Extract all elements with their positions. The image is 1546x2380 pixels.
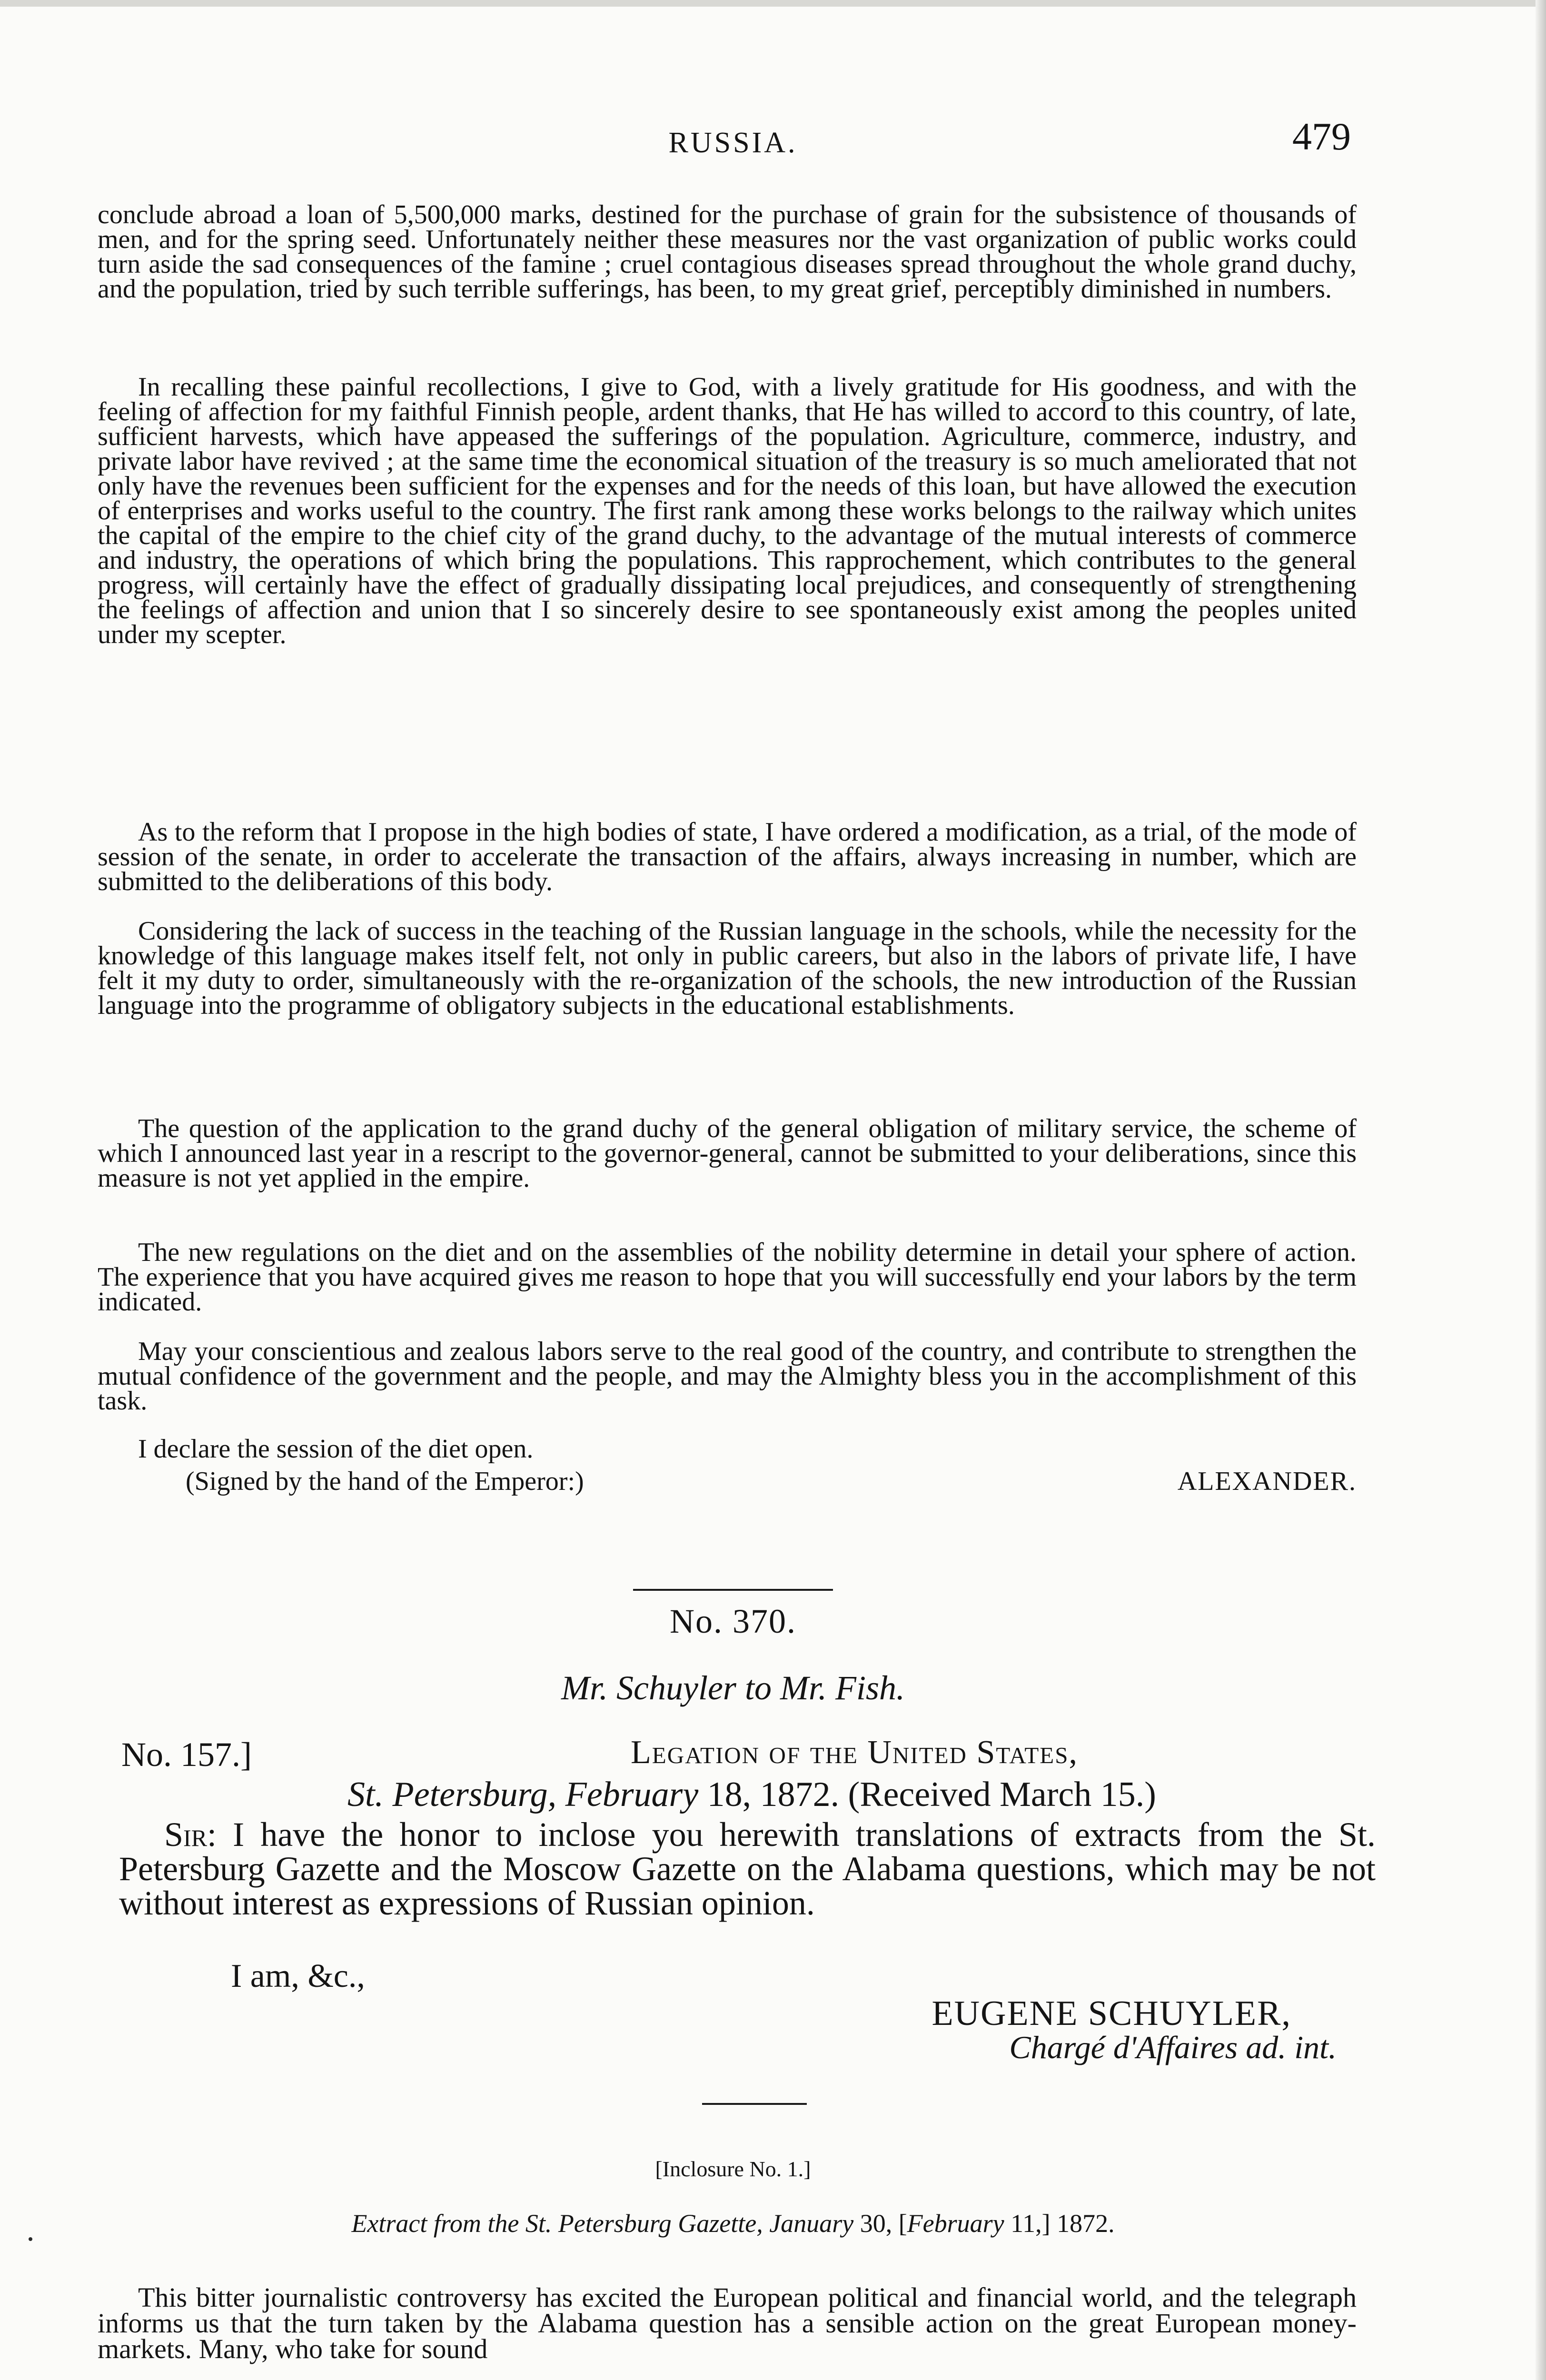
body-paragraph-8: I declare the session of the diet open. <box>138 1434 534 1464</box>
body-paragraph-4: Considering the lack of success in the teaching of the Russian language in the schools, while the necessity for the knowledge of this language makes itself felt, not only in public careers, but also in the labors of private life, I have felt it my duty to order, simultaneously with the re-organization of the schools, the new introduction of the Russian language into the programme of obligatory subjects in the educational establishments. <box>98 916 1357 1020</box>
extract-prefix: Extract from the St. Petersburg Gazette, January <box>351 2209 854 2238</box>
signature-row <box>98 1466 1357 1495</box>
letter-body <box>119 1817 1376 1920</box>
section-divider <box>702 2103 807 2105</box>
extract-paragraph: This bitter journalistic controversy has excited the European political and financial world, and the telegraph informs us that the turn taken by the Alabama question has a sensible action on the great European money-markets. Many, who take for sound <box>98 2282 1357 2364</box>
date-day-year: 18, 1872. <box>707 1775 840 1814</box>
scan-right-edge <box>1536 0 1546 2380</box>
body-paragraph-1: conclude abroad a loan of 5,500,000 marks, destined for the purchase of grain for the subsistence of thousands of men, and for the spring seed. Unfortunately neither these measures nor the vast organization of public works could turn aside the sad consequences of the famine ; cruel contagious diseases spread throughout the whole grand duchy, and the population, tried by such terrible sufferings, has been, to my great grief, perceptibly diminished in numbers. <box>98 200 1357 304</box>
dispatch-number: No. 157.] <box>121 1735 252 1774</box>
section-divider <box>633 1589 833 1591</box>
letter-closing: I am, &c., <box>231 1958 365 1994</box>
document-number: No. 370. <box>670 1602 796 1640</box>
running-title: RUSSIA. <box>668 127 798 159</box>
extract-rest: 11,] 1872. <box>1004 2209 1115 2238</box>
date-line <box>347 1775 1156 1815</box>
signer-name: EUGENE SCHUYLER, <box>932 1994 1291 2033</box>
scan-speck <box>29 2237 32 2241</box>
salutation: Sir <box>164 1815 208 1854</box>
body-paragraph-3: As to the reform that I propose in the high bodies of state, I have ordered a modification, as a trial, of the mode of session of the senate, in order to accelerate the transaction of the affairs, always increasing in number, which are submitted to the deliberations of this body. <box>98 817 1357 896</box>
legation-line: Legation of the United States, <box>631 1734 1078 1771</box>
signed-line: (Signed by the hand of the Emperor:) <box>186 1467 584 1496</box>
scan-top-edge <box>0 0 1546 7</box>
signer-title: Chargé d'Affaires ad. int. <box>1009 2029 1337 2065</box>
letter-text: : I have the honor to inclose you herewith translations of extracts from the St. Petersburg Gazette and the Moscow Gazette on the Alabama questions, which may be not without interest as expressions of Russian opinion. <box>119 1815 1376 1922</box>
inclosure-label: [Inclosure No. 1.] <box>655 2157 811 2181</box>
body-paragraph-5: The question of the application to the grand duchy of the general obligation of military service, the scheme of which I announced last year in a rescript to the governor-general, cannot be submitted to your deliberations, since this measure is not yet applied in the empire. <box>98 1114 1357 1193</box>
body-paragraph-2: In recalling these painful recollections, I give to God, with a lively gratitude for His goodness, and with the feeling of affection for my faithful Finnish people, ardent thanks, that He has willed to accord to this country, of late, sufficient harvests, which have appeased the sufferings of the population. Agriculture, commerce, industry, and private labor have revived ; at the same time the economical situation of the treasury is so much ameliorated that not only have the revenues been sufficient for the expenses and for the needs of this loan, but have allowed the execution of enterprises and works useful to the country. The first rank among these works belongs to the railway which unites the capital of the empire to the chief city of the grand duchy, to the advantage of the mutual interests of commerce and industry, the operations of which bring the populations. This rapprochement, which contributes to the general progress, will certainly have the effect of gradually dissipating local prejudices, and consequently of strengthening the feelings of affection and union that I so sincerely desire to see spontaneously exist among the peoples united under my scepter. <box>98 372 1357 649</box>
body-paragraph-7: May your conscientious and zealous labors serve to the real good of the country, and contribute to strengthen the mutual confidence of the government and the people, and may the Almighty bless you in the accomplishment of this task. <box>98 1337 1357 1416</box>
received-date: (Received March 15.) <box>848 1775 1156 1814</box>
extract-title <box>0 2209 1466 2238</box>
extract-month: February <box>907 2209 1004 2238</box>
emperor-signature: ALEXANDER. <box>1177 1467 1357 1496</box>
body-paragraph-6: The new regulations on the diet and on the assemblies of the nobility determine in detail your sphere of action. The experience that you have acquired gives me reason to hope that you will successfully end your labors by the term indicated. <box>98 1238 1357 1317</box>
date-place: St. Petersburg, <box>347 1775 557 1814</box>
page-number: 479 <box>1292 115 1351 158</box>
extract-day: 30, [ <box>853 2209 907 2238</box>
date-month: February <box>565 1775 699 1814</box>
document-heading: Mr. Schuyler to Mr. Fish. <box>561 1669 905 1707</box>
